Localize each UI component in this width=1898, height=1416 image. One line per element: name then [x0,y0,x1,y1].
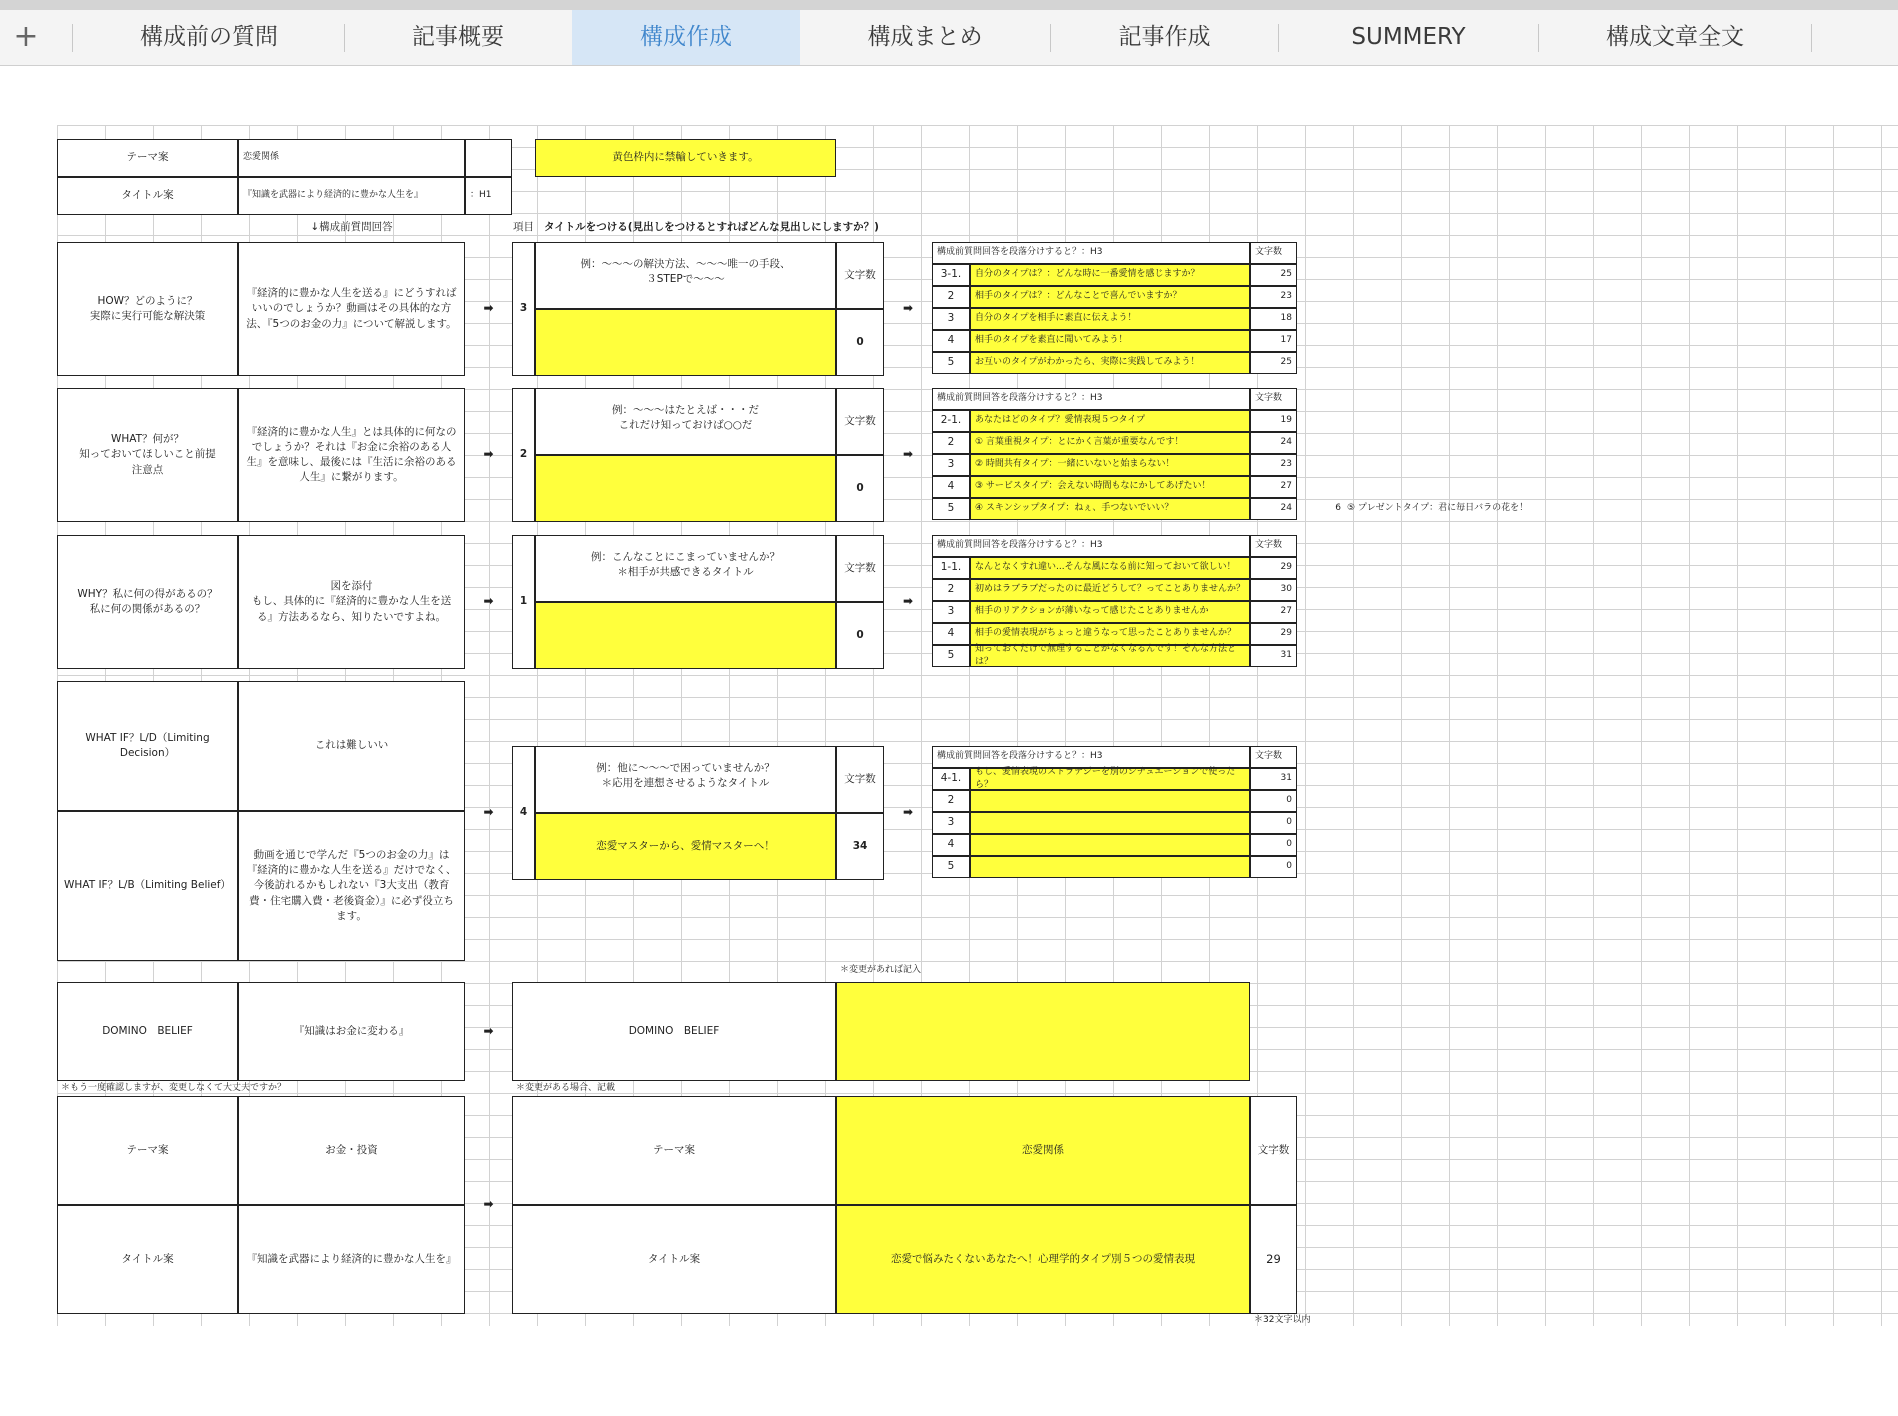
h3-heading-input[interactable]: お互いのタイプがわかったら、実際に実践してみよう！ [970,352,1250,374]
block-answer-ld[interactable]: これは難しいい [238,681,465,811]
h3-char-count: 30 [1250,579,1297,601]
tab-structure-creation[interactable]: 構成作成 [572,10,800,65]
right-arrow-icon: ➡ [483,1023,494,1038]
tab-summery[interactable]: SUMMERY [1351,24,1466,50]
final-title-label: タイトル案 [57,1205,238,1314]
block-number: 3 [512,242,535,376]
block-answer-lb[interactable]: 動画を通じで学んだ『5つのお金の力』は『経済的に豊かな人生を送る』だけでなく、今後訪れるかもしれない『3大支出（教育費・住宅購入費・老後資金）』に必ず役立ちます。 [238,811,465,961]
h3-row-number: 3 [932,308,970,330]
block-answer[interactable]: 『経済的に豊かな人生を送る』にどうすればいいのでしょうか？動画はその具体的な方法、『5つのお金の力』について解説します。 [238,242,465,376]
h3-heading-input[interactable]: 自分のタイプは？：どんな時に一番愛情を感じますか？ [970,264,1250,286]
h3-char-count: 29 [1250,623,1297,645]
h3-char-count: 24 [1250,432,1297,454]
tab-article-creation[interactable]: 記事作成 [1118,24,1211,50]
plus-icon[interactable]: + [13,19,39,54]
h3-row-number: 3 [932,601,970,623]
h3-row-number: 5 [932,856,970,878]
h3-row-number: 4-1. [932,768,970,790]
char-count: 34 [836,813,884,880]
h3-header: 構成前質問回答を段落分けすると？：H3 [932,242,1250,264]
h3-row-number: 3 [932,812,970,834]
char-count: 0 [836,309,884,376]
h3-char-count: 0 [1250,834,1297,856]
h3-header: 構成前質問回答を段落分けすると？：H3 [932,535,1250,557]
final-title-char-count: 29 [1250,1205,1297,1314]
h3-row-number: 4 [932,476,970,498]
title-input[interactable]: 恋愛マスターから、愛情マスターへ！ [535,813,836,880]
h3-heading-input[interactable] [970,856,1250,878]
h3-heading-input[interactable]: 初めはラブラブだったのに最近どうして？ってことありませんか？ [970,579,1250,601]
h3-char-count: 29 [1250,557,1297,579]
h3-header: 構成前質問回答を段落分けすると？：H3 [932,388,1250,410]
title-example: 例：他に〜〜〜で困っていませんか？ ＊応用を連想させるようなタイトル [535,746,836,813]
h3-heading-input[interactable]: あなたはどのタイプ？愛情表現５つタイプ [970,410,1250,432]
tab-article-overview[interactable]: 記事概要 [412,24,504,50]
sheet-tab-bar [0,10,1898,66]
tab-pre-questions[interactable]: 構成前の質問 [140,24,278,50]
h1-tag: ：H1 [465,177,512,215]
h3-char-count: 31 [1250,645,1297,667]
title-example: 例：こんなことにこまっていませんか？ ＊相手が共感できるタイトル [535,535,836,602]
h3-char-count: 27 [1250,476,1297,498]
sheet-blank-area [0,66,57,1412]
h3-row-number: 4 [932,623,970,645]
char-count-label: 文字数 [836,535,884,602]
h3-heading-input[interactable] [970,834,1250,856]
block-label-lb: WHAT IF？L/B（Limiting Belief） [57,811,238,961]
spreadsheet-grid[interactable] [0,66,1898,1412]
right-arrow-icon: ➡ [483,1197,494,1212]
title-example: 例：〜〜〜の解決方法、〜〜〜唯一の手段、 ３STEPで〜〜〜 [535,242,836,309]
h3-row-number: 2 [932,579,970,601]
h3-heading-input[interactable]: もし、愛情表現のストラテジーを別のシチュエーションで使ったら？ [970,768,1250,790]
h3-row-number: 1-1. [932,557,970,579]
h3-char-count: 0 [1250,790,1297,812]
h3-row-number: 2 [932,790,970,812]
h3-heading-input[interactable]: 相手のタイプを素直に聞いてみよう！ [970,330,1250,352]
right-arrow-icon: ➡ [902,447,914,462]
char-count-label: 文字数 [1250,388,1297,410]
title-value[interactable]: 『知識を武器により経済的に豊かな人生を』 [238,177,465,215]
h3-row-number: 4 [932,834,970,856]
h3-heading-input[interactable]: ② 時間共有タイプ：一緒にいないと始まらない！ [970,454,1250,476]
block-label: WHAT？何が？ 知っておいてほしいこと前提 注意点 [57,388,238,522]
final-title-old[interactable]: 『知識を武器により経済的に豊かな人生を』 [238,1205,465,1314]
h3-char-count: 0 [1250,812,1297,834]
h3-heading-input[interactable] [970,812,1250,834]
h3-char-count: 31 [1250,768,1297,790]
window-top-strip [0,0,1898,10]
h3-heading-input[interactable]: なんとなくすれ違い...そんな風になる前に知っておいて欲しい！ [970,557,1250,579]
theme-value[interactable]: 恋愛関係 [238,139,465,177]
final-theme-label-new: テーマ案 [512,1096,836,1205]
instruction-note: 黄色枠内に禁輸していきます。 [535,139,836,177]
block-answer[interactable]: 『経済的に豊かな人生』とは具体的に何なのでしょうか？それは『お金に余裕のある人生』を意味し、最後には『生活に余裕のある人生』に繋がります。 [238,388,465,522]
title-input[interactable] [535,309,836,376]
theme-label: テーマ案 [57,139,238,177]
title-label: タイトル案 [57,177,238,215]
h3-heading-input[interactable]: 相手のタイプは？：どんなことで喜んでいますか？ [970,286,1250,308]
empty-cell[interactable] [465,139,512,177]
h3-heading-input[interactable]: 相手の愛情表現がちょっと違うなって思ったことありませんか？ [970,623,1250,645]
final-title-new-input[interactable]: 恋愛で悩みたくないあなたへ！心理学的タイプ別５つの愛情表現 [836,1205,1250,1314]
sheet-blank-area [0,66,1898,125]
h3-heading-input[interactable]: ① 言葉重視タイプ：とにかく言葉が重要なんです！ [970,432,1250,454]
block-answer[interactable]: 図を添付 もし、具体的に『経済的に豊かな人生を送る』方法あるなら、知りたいですよね。 [238,535,465,669]
right-arrow-icon: ➡ [902,301,914,316]
h3-char-count: 25 [1250,264,1297,286]
h3-char-count: 19 [1250,410,1297,432]
answers-column-header: ↓構成前質問回答 [310,221,393,234]
change-note: ＊変更がある場合、記載 [516,1083,616,1094]
h3-heading-input[interactable]: ④ スキンシップタイプ：ねぇ、手つないでいい？ [970,498,1250,520]
h3-row-number: 5 [932,498,970,520]
h3-heading-input[interactable]: ③ サービスタイプ：会えない時間もなにかしてあげたい！ [970,476,1250,498]
char-count: 0 [836,602,884,669]
char-count-label: 文字数 [1250,1096,1297,1205]
char-count-label: 文字数 [1250,535,1297,557]
right-arrow-icon: ➡ [902,805,914,820]
change-note: ＊変更があれば記入 [840,965,922,976]
h3-row-number: 4 [932,330,970,352]
domino-value[interactable]: 『知識はお金に変わる』 [238,982,465,1081]
right-arrow-icon: ➡ [483,594,494,609]
title-question-header: タイトルをつける(見出しをつけるとすればどんな見出しにしますか？) [544,221,879,234]
title-example: 例：〜〜〜はたとえば・・・だ これだけ知っておけば○○だ [535,388,836,455]
h3-row-number: 5 [932,352,970,374]
overflow-row-number: 6 [1335,503,1341,514]
confirm-note: ＊もう一度確認しますが、変更しなくて大丈夫ですか？ [61,1083,287,1094]
block-label: HOW？どのように？ 実際に実行可能な解決策 [57,242,238,376]
final-theme-old[interactable]: お金・投資 [238,1096,465,1205]
right-arrow-icon: ➡ [483,805,494,820]
domino-label: DOMINO BELIEF [57,982,238,1081]
final-theme-label: テーマ案 [57,1096,238,1205]
final-title-label-new: タイトル案 [512,1205,836,1314]
tab-full-text[interactable]: 構成文章全文 [1606,24,1744,50]
h3-char-count: 23 [1250,286,1297,308]
h3-char-count: 24 [1250,498,1297,520]
tab-divider [1811,24,1812,52]
block-number: 1 [512,535,535,669]
right-arrow-icon: ➡ [483,301,494,316]
block-number: 4 [512,746,535,880]
char-count-label: 文字数 [836,242,884,309]
block-label: WHY？私に何の得があるの？ 私に何の関係があるの？ [57,535,238,669]
h3-row-number: 5 [932,645,970,667]
h3-row-number: 2 [932,286,970,308]
title-input[interactable] [535,455,836,522]
h3-heading-input[interactable]: 自分のタイプを相手に素直に伝えよう！ [970,308,1250,330]
h3-char-count: 27 [1250,601,1297,623]
char-count-label: 文字数 [1250,746,1297,768]
h3-char-count: 18 [1250,308,1297,330]
h3-row-number: 2-1. [932,410,970,432]
h3-heading-input[interactable] [970,790,1250,812]
char-limit-note: ＊32文字以内 [1254,1315,1311,1326]
h3-char-count: 25 [1250,352,1297,374]
h3-row-number: 2 [932,432,970,454]
char-count: 0 [836,455,884,522]
char-count-label: 文字数 [1250,242,1297,264]
right-arrow-icon: ➡ [902,594,914,609]
char-count-label: 文字数 [836,746,884,813]
right-arrow-icon: ➡ [483,447,494,462]
sheet-blank-area [0,1326,1898,1416]
item-column-header: 項目 [513,221,534,234]
final-theme-new-input[interactable]: 恋愛関係 [836,1096,1250,1205]
overflow-heading-text[interactable]: ⑤ プレゼントタイプ：君に毎日バラの花を！ [1347,503,1529,514]
h3-row-number: 3 [932,454,970,476]
h3-header: 構成前質問回答を段落分けすると？：H3 [932,746,1250,768]
domino-new-input[interactable] [836,982,1250,1081]
tab-divider [72,24,73,52]
h3-char-count: 0 [1250,856,1297,878]
domino-label-new: DOMINO BELIEF [512,982,836,1081]
h3-char-count: 17 [1250,330,1297,352]
h3-char-count: 23 [1250,454,1297,476]
char-count-label: 文字数 [836,388,884,455]
h3-row-number: 3-1. [932,264,970,286]
tab-structure-summary[interactable]: 構成まとめ [867,24,983,50]
h3-heading-input[interactable]: 知っておくだけで無理することがなくなるんです！そんな方法とは？ [970,645,1250,667]
h3-heading-input[interactable]: 相手のリアクションが薄いなって感じたことありませんか [970,601,1250,623]
block-label-ld: WHAT IF？L/D（Limiting Decision） [57,681,238,811]
title-input[interactable] [535,602,836,669]
block-number: 2 [512,388,535,522]
